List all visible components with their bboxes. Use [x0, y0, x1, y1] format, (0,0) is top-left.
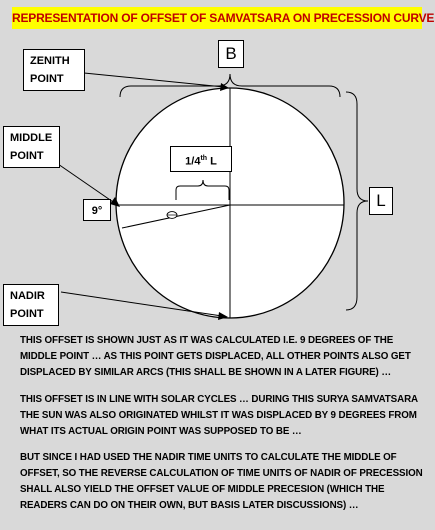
nadir-point-label: NADIR POINT: [3, 284, 59, 326]
paragraph-2: THIS OFFSET IS IN LINE WITH SOLAR CYCLES … DURING THIS SURYA SAMVATSARA THE SUN WAS ALSO ORIGINATED WHILST IT WAS DISPLACED BY 9 DEGREES FROM WHAT ITS ACTUAL ORIGIN POINT WAS SUPPOSED TO BE …: [20, 394, 418, 437]
diagram-title: REPRESENTATION OF OFFSET OF SAMVATSARA ON PRECESSION CURVE: [12, 7, 422, 29]
b-breadth-label: B: [218, 40, 244, 68]
zenith-point-label: ZENITH POINT: [23, 49, 85, 91]
quarter-length-label: 1/4th L: [170, 146, 232, 172]
paragraph-3: BUT SINCE I HAD USED THE NADIR TIME UNITS TO CALCULATE THE MIDDLE OF OFFSET, SO THE REVERSE CALCULATION OF TIME UNITS OF NADIR OF PRECESSION SHALL ALSO YIELD THE OFFSET VALUE OF MIDDLE PRECESION (WHICH THE READERS CAN DO ON THEIR OWN, BUT BASIS LATER DISCUSSIONS) …: [20, 452, 423, 511]
origin-marker: [167, 212, 177, 219]
paragraph-1: THIS OFFSET IS SHOWN JUST AS IT WAS CALCULATED I.E. 9 DEGREES OF THE MIDDLE POINT … AS THIS POINT GETS DISPLACED, ALL OTHER POINTS ALSO GET DISPLACED BY SIMILAR ARCS (THIS SHALL BE SHOWN IN A LATER FIGURE) …: [20, 335, 411, 378]
zenith-arrow: [84, 73, 229, 91]
middle-point-label: MIDDLE POINT: [3, 126, 60, 168]
l-length-label: L: [369, 187, 393, 215]
nine-degree-label: 9°: [83, 199, 111, 221]
brace-l: [346, 92, 368, 310]
